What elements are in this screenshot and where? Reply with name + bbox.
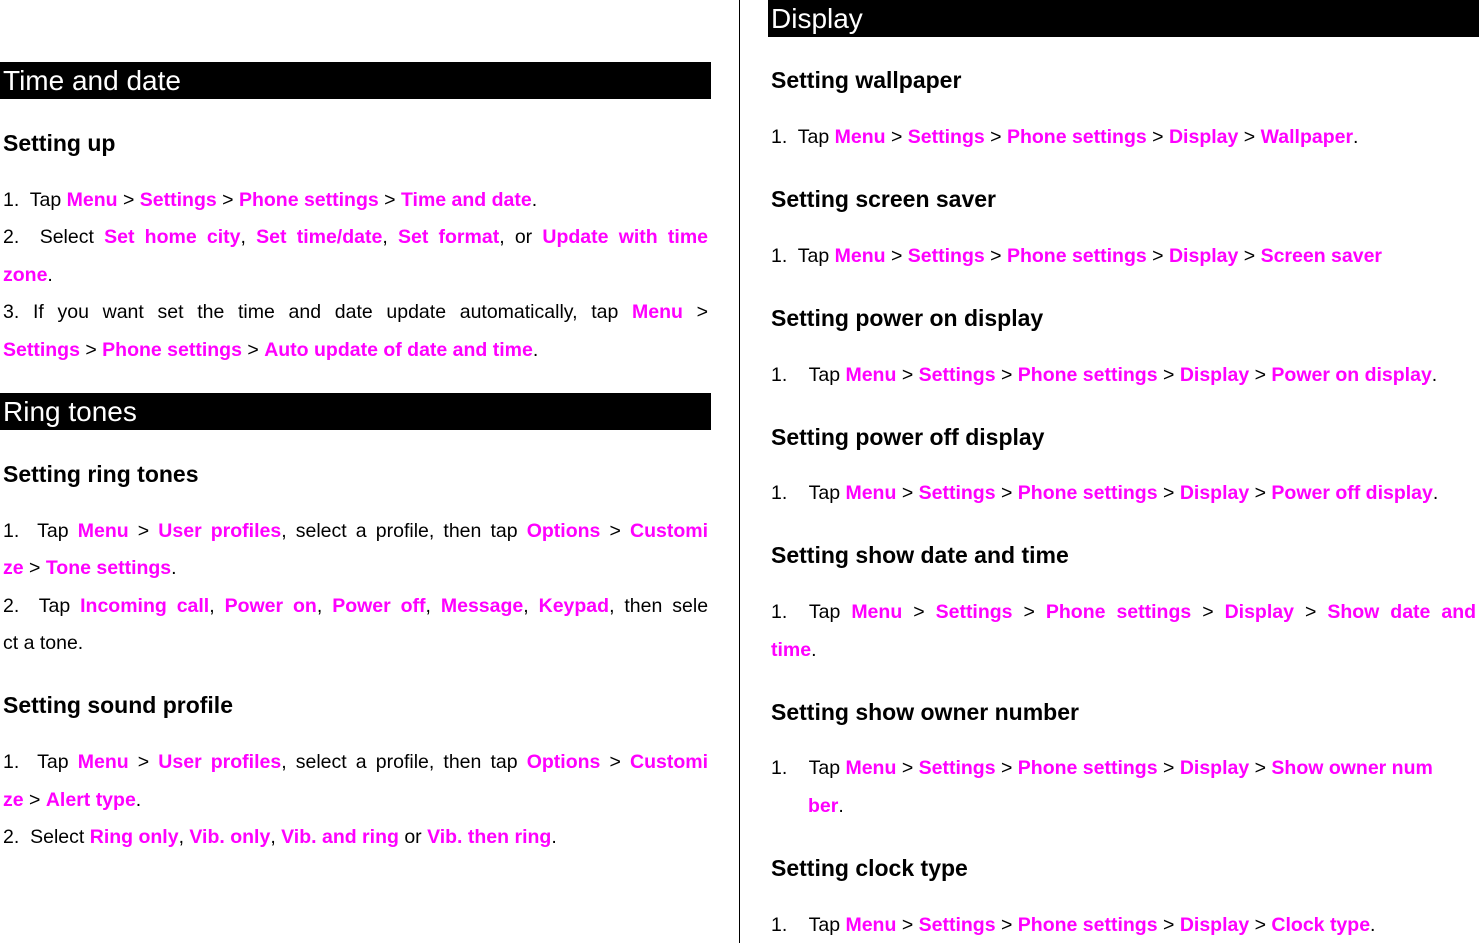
- instruction-line: 1. Tap Menu > Settings > Phone settings > Display > Show date and: [771, 601, 1477, 623]
- subheading-setting-power-off-display: Setting power off display: [771, 424, 1045, 450]
- subheading-setting-wallpaper: Setting wallpaper: [771, 67, 962, 93]
- menu-path-item: ze: [3, 789, 24, 811]
- menu-path-item: Options: [526, 751, 601, 773]
- menu-path-item: Phone settings: [1006, 245, 1147, 267]
- menu-path-item: Time and date: [400, 189, 532, 211]
- option-item: Keypad: [538, 595, 610, 617]
- instruction-line: ber.: [808, 795, 844, 817]
- menu-path-item: time: [771, 639, 812, 661]
- menu-path-item: Display: [1179, 482, 1250, 504]
- menu-path-item: Phone settings: [1017, 914, 1158, 936]
- menu-path-item: Menu: [834, 126, 886, 148]
- menu-path-item: Settings: [139, 189, 217, 211]
- instruction-line: zone.: [3, 264, 53, 286]
- menu-path-item: Display: [1179, 914, 1250, 936]
- menu-path-item: Customi: [630, 520, 709, 542]
- subheading-setting-sound-profile: Setting sound profile: [3, 692, 233, 718]
- option-item: Power off: [332, 595, 426, 617]
- menu-path-item: Phone settings: [1017, 482, 1158, 504]
- subheading-setting-owner-number: Setting show owner number: [771, 699, 1079, 725]
- menu-path-item: Settings: [918, 482, 996, 504]
- option-item: Vib. and ring: [281, 826, 399, 848]
- menu-path-item: Display: [1179, 364, 1250, 386]
- menu-path-item: Menu: [632, 301, 683, 323]
- subheading-setting-clock-type: Setting clock type: [771, 855, 968, 881]
- subheading-setting-up: Setting up: [3, 130, 116, 156]
- option-item: Ring only: [89, 826, 179, 848]
- menu-path-item: Settings: [907, 245, 985, 267]
- menu-path-item: User profiles: [158, 520, 282, 542]
- section-header-time-and-date: Time and date: [0, 62, 711, 99]
- menu-path-item: Menu: [845, 914, 897, 936]
- instruction-line: ze > Alert type.: [3, 789, 142, 811]
- menu-path-item: Phone settings: [1006, 126, 1147, 148]
- option-item: Update with time: [542, 226, 709, 248]
- instruction-line: ct a tone.: [3, 632, 84, 654]
- menu-path-item: Phone settings: [1017, 364, 1158, 386]
- menu-path-item: Settings: [907, 126, 985, 148]
- subheading-setting-show-date-time: Setting show date and time: [771, 542, 1069, 568]
- menu-path-item: Menu: [845, 757, 897, 779]
- menu-path-item: Tone settings: [45, 557, 172, 579]
- instruction-line: 1. Tap Menu > Settings > Phone settings > Display > Show owner num: [771, 757, 1433, 779]
- instruction-line: 1. Tap Menu > User profiles, select a profile, then tap Options > Customi: [3, 520, 709, 542]
- instruction-line: Settings > Phone settings > Auto update of date and time.: [3, 339, 539, 361]
- menu-path-item: Show date and: [1327, 601, 1477, 623]
- menu-path-item: Power off display: [1271, 482, 1433, 504]
- menu-path-item: Phone settings: [102, 339, 242, 361]
- menu-path-item: Screen saver: [1260, 245, 1383, 267]
- menu-path-item: Show owner num: [1271, 757, 1433, 779]
- menu-path-item: Power on display: [1271, 364, 1432, 386]
- instruction-line: 2. Select Set home city, Set time/date, Set format, or Update with time: [3, 226, 709, 248]
- menu-path-item: Phone settings: [1045, 601, 1192, 623]
- subheading-setting-screen-saver: Setting screen saver: [771, 186, 997, 212]
- menu-path-item: Display: [1224, 601, 1294, 623]
- menu-path-item: User profiles: [158, 751, 282, 773]
- instruction-line: 1. Tap Menu > Settings > Phone settings > Display > Wallpaper.: [771, 126, 1359, 148]
- instruction-line: 1. Tap Menu > User profiles, select a profile, then tap Options > Customi: [3, 751, 709, 773]
- menu-path-item: Settings: [918, 364, 996, 386]
- menu-path-item: Wallpaper: [1260, 126, 1354, 148]
- option-item: Vib. only: [189, 826, 271, 848]
- menu-path-item: Customi: [630, 751, 709, 773]
- instruction-line: time.: [771, 639, 817, 661]
- subheading-setting-ring-tones: Setting ring tones: [3, 461, 199, 487]
- instruction-line: 1. Tap Menu > Settings > Phone settings > Display > Clock type.: [771, 914, 1376, 936]
- menu-path-item: Display: [1168, 126, 1239, 148]
- section-header-ring-tones: Ring tones: [0, 393, 711, 430]
- menu-path-item: Options: [526, 520, 601, 542]
- instruction-line: 1. Tap Menu > Settings > Phone settings > Display > Power off display.: [771, 482, 1439, 504]
- menu-path-item: Settings: [918, 757, 996, 779]
- instruction-line: 2. Tap Incoming call, Power on, Power off, Message, Keypad, then sele: [3, 595, 709, 617]
- menu-path-item: Settings: [3, 339, 80, 361]
- option-item: Incoming call: [80, 595, 210, 617]
- menu-path-item: Menu: [845, 482, 897, 504]
- menu-path-item: Auto update of date and time: [264, 339, 533, 361]
- menu-path-item: Menu: [834, 245, 886, 267]
- menu-path-item: ze: [3, 557, 24, 579]
- subheading-setting-power-on-display: Setting power on display: [771, 305, 1044, 331]
- menu-path-item: Menu: [66, 189, 118, 211]
- menu-path-item: Alert type: [45, 789, 136, 811]
- instruction-line: 1. Tap Menu > Settings > Phone settings > Display > Screen saver: [771, 245, 1383, 267]
- column-divider: [739, 0, 740, 943]
- option-item: Message: [440, 595, 524, 617]
- menu-path-item: Display: [1179, 757, 1250, 779]
- menu-path-item: Menu: [77, 751, 129, 773]
- option-item: Power on: [224, 595, 317, 617]
- menu-path-item: Settings: [935, 601, 1013, 623]
- option-item: Set time/date: [256, 226, 383, 248]
- menu-path-item: Menu: [845, 364, 897, 386]
- option-item: Vib. then ring: [427, 826, 552, 848]
- option-item: Set format: [397, 226, 500, 248]
- menu-path-item: ber: [808, 795, 839, 817]
- option-item: Set home city: [104, 226, 241, 248]
- instruction-line: 1. Tap Menu > Settings > Phone settings > Display > Power on display.: [771, 364, 1438, 386]
- menu-path-item: Phone settings: [1017, 757, 1158, 779]
- menu-path-item: Clock type: [1271, 914, 1371, 936]
- instruction-line: ze > Tone settings.: [3, 557, 177, 579]
- menu-path-item: Phone settings: [238, 189, 379, 211]
- menu-path-item: Menu: [77, 520, 129, 542]
- option-item: zone: [3, 264, 48, 286]
- instruction-line: 1. Tap Menu > Settings > Phone settings > Time and date.: [3, 189, 538, 211]
- menu-path-item: Display: [1168, 245, 1239, 267]
- section-header-display: Display: [768, 0, 1479, 37]
- instruction-line: 3. If you want set the time and date update automatically, tap Menu >: [3, 301, 709, 323]
- menu-path-item: Menu: [851, 601, 903, 623]
- instruction-line: 2. Select Ring only, Vib. only, Vib. and ring or Vib. then ring.: [3, 826, 557, 848]
- menu-path-item: Settings: [918, 914, 996, 936]
